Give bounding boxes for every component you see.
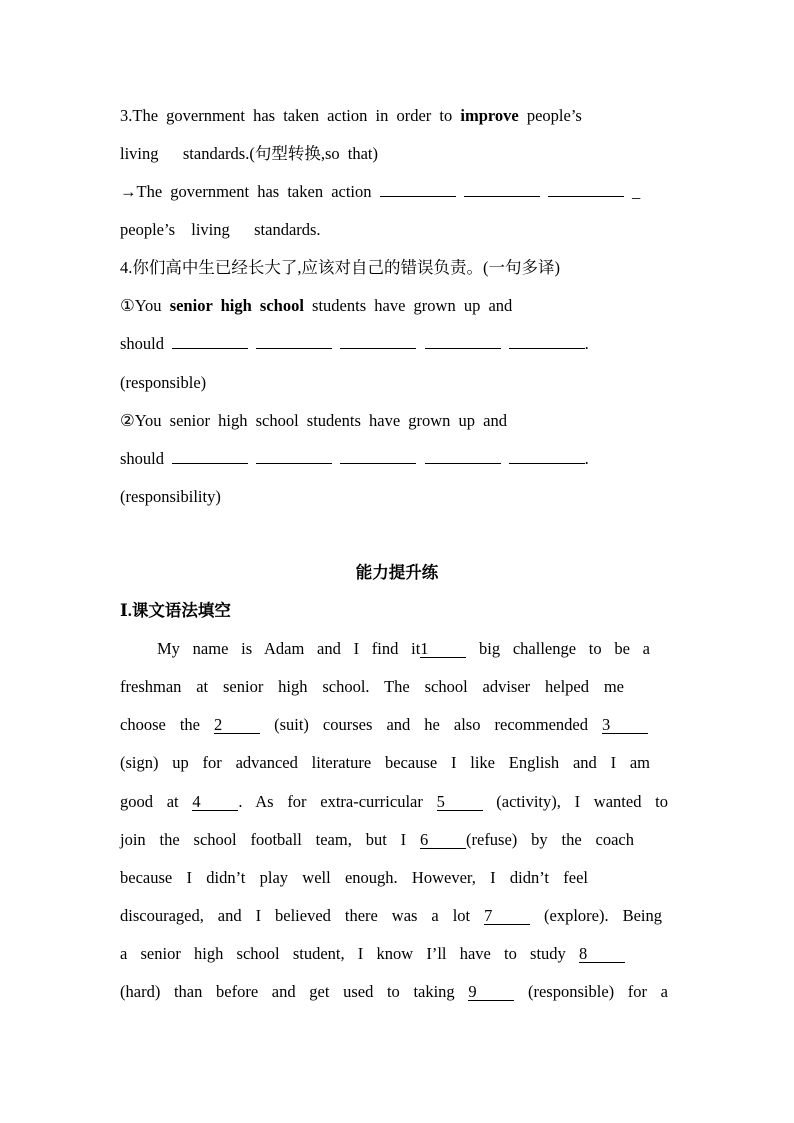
answer-blank[interactable] bbox=[380, 196, 456, 197]
answer-blank-4[interactable]: 4 bbox=[192, 793, 238, 811]
q4-text: ①You bbox=[120, 296, 170, 315]
passage-line-2: freshman at senior high school. The school adviser helped me bbox=[120, 677, 624, 696]
answer-blank[interactable] bbox=[172, 348, 248, 349]
answer-blank-2[interactable]: 2 bbox=[214, 716, 260, 734]
answer-blank-3[interactable]: 3 bbox=[602, 716, 648, 734]
q3-text: people’s bbox=[518, 106, 582, 125]
q3-line-3 bbox=[120, 182, 640, 202]
q3-line-1 bbox=[120, 106, 582, 126]
answer-blank[interactable] bbox=[509, 463, 585, 464]
answer-blank[interactable] bbox=[172, 463, 248, 464]
q3-line-2: living standards.(句型转换,so that) bbox=[120, 144, 378, 163]
answer-blank[interactable] bbox=[340, 348, 416, 349]
passage-line-8 bbox=[120, 906, 662, 926]
answer-blank-5[interactable]: 5 bbox=[437, 793, 483, 811]
passage-line-7: because I didn’t play well enough. However, I didn’t feel bbox=[120, 868, 588, 887]
q4-a-hint: (responsible) bbox=[120, 373, 207, 392]
passage-text: (responsible) for a bbox=[514, 982, 668, 1001]
q4-b-line: ②You senior high school students have grown up and bbox=[120, 411, 508, 430]
q4-keyword: senior high school bbox=[169, 296, 304, 315]
q4-a-blanks bbox=[120, 334, 589, 354]
q4-prompt: 4.你们高中生已经长大了,应该对自己的错误负责。(一句多译) bbox=[120, 258, 560, 277]
passage-line-5 bbox=[120, 792, 668, 812]
answer-blank[interactable] bbox=[464, 196, 540, 197]
q4-text: . bbox=[584, 449, 589, 468]
passage-text: My name is Adam and I find it bbox=[157, 639, 421, 658]
passage-text: big challenge to be a bbox=[466, 639, 651, 658]
q4-text: should bbox=[120, 449, 165, 468]
passage-line-6 bbox=[120, 830, 634, 850]
q3-line-4: people’s living standards. bbox=[120, 220, 321, 239]
passage-text: join the school football team, but I bbox=[120, 830, 420, 849]
answer-blank[interactable] bbox=[340, 463, 416, 464]
q3-text: _ bbox=[632, 182, 641, 201]
passage-line-9 bbox=[120, 944, 625, 964]
part-title: Ⅰ.课文语法填空 bbox=[120, 601, 231, 620]
passage-text: discouraged, and I believed there was a lot bbox=[120, 906, 485, 925]
passage-text: (hard) than before and get used to taking bbox=[120, 982, 469, 1001]
passage-line-3 bbox=[120, 715, 648, 735]
q4-text: . bbox=[584, 334, 589, 353]
passage-line-10 bbox=[120, 982, 668, 1002]
answer-blank[interactable] bbox=[256, 348, 332, 349]
answer-blank[interactable] bbox=[256, 463, 332, 464]
answer-blank-9[interactable]: 9 bbox=[468, 983, 514, 1001]
passage-text: (refuse) by the coach bbox=[466, 830, 634, 849]
passage-line-1 bbox=[157, 639, 650, 659]
q3-keyword: improve bbox=[460, 106, 519, 125]
answer-blank-8[interactable]: 8 bbox=[579, 945, 625, 963]
passage-line-4: (sign) up for advanced literature because I like English and I am bbox=[120, 753, 650, 772]
answer-blank[interactable] bbox=[548, 196, 624, 197]
q4-b-hint: (responsibility) bbox=[120, 487, 221, 506]
answer-blank-1[interactable]: 1 bbox=[420, 640, 466, 658]
passage-text: choose the bbox=[120, 715, 215, 734]
passage-text: (activity), I wanted to bbox=[482, 792, 668, 811]
answer-blank[interactable] bbox=[425, 463, 501, 464]
answer-blank[interactable] bbox=[425, 348, 501, 349]
q3-text: →The government has taken action bbox=[120, 182, 372, 201]
section-title: 能力提升练 bbox=[355, 563, 439, 582]
answer-blank-7[interactable]: 7 bbox=[484, 907, 530, 925]
q3-text: 3.The government has taken action in order to bbox=[120, 106, 461, 125]
q4-a-line bbox=[120, 296, 512, 316]
passage-text: a senior high school student, I know I’ll have to study bbox=[120, 944, 579, 963]
q4-text: students have grown up and bbox=[303, 296, 513, 315]
q4-b-blanks bbox=[120, 449, 589, 469]
passage-text: (explore). Being bbox=[530, 906, 662, 925]
q4-text: should bbox=[120, 334, 165, 353]
passage-text: good at bbox=[120, 792, 193, 811]
answer-blank[interactable] bbox=[509, 348, 585, 349]
passage-text: (suit) courses and he also recommended bbox=[260, 715, 602, 734]
passage-text: . As for extra-curricular bbox=[238, 792, 437, 811]
answer-blank-6[interactable]: 6 bbox=[420, 831, 466, 849]
